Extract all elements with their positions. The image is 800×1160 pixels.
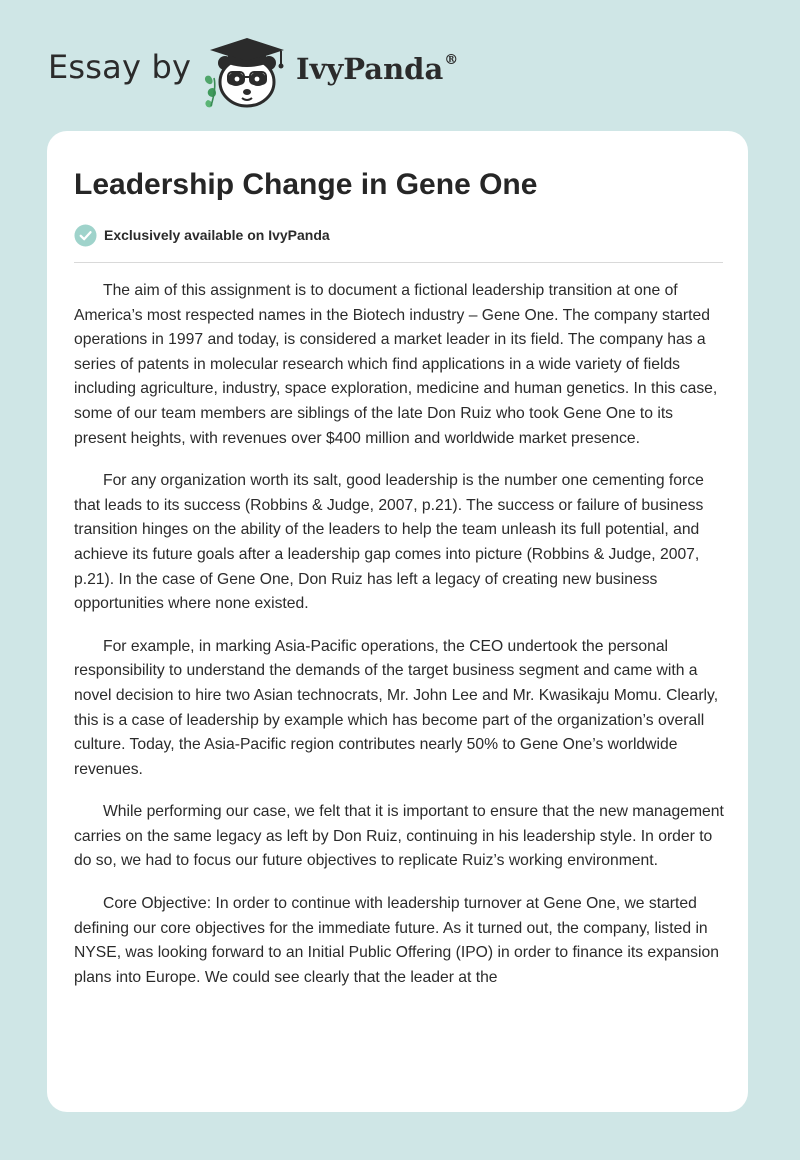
brand-name (296, 52, 459, 86)
paragraph: The aim of this assignment is to document a fictional leadership transition at one of America’s most respected names in the Biotech industry – Gene One. The company started operations in 1997 and today, is considered a market leader in its field. The company has a series of patents in molecular research which find applications in a wide variety of fields including agriculture, industry, space exploration, medicine and human genetics. In this case, some of our team members are siblings of the late Don Ruiz who took Gene One to its present heights, with revenues over $400 million and worldwide market presence. (74, 282, 718, 447)
registered-mark: ® (444, 52, 459, 68)
essay-card (47, 131, 748, 1112)
paragraph: For any organization worth its salt, good leadership is the number one cementing force that leads to its success (Robbins & Judge, 2007, p.21). The success or failure of business transition hinges on the ability of the leaders to help the team unleash its full potential, and achieve its future goals after a leadership gap comes into picture (Robbins & Judge, 2007, p.21). In the case of Gene One, Don Ruiz has left a legacy of creating new business opportunities where none existed. (74, 472, 704, 613)
ivy-leaf-icon (205, 76, 216, 108)
paragraph: Core Objective: In order to continue with leadership turnover at Gene One, we started defining our core objectives for the immediate future. As it turned out, the company, listed in NYSE, was looking forward to an Initial Public Offering (IPO) in order to finance its expansion plans into Europe. We could see clearly that the leader at the (74, 895, 719, 986)
divider (74, 262, 723, 263)
paragraph: While performing our case, we felt that it is important to ensure that the new management carries on the same legacy as left by Don Ruiz, continuing in his leadership style. In order to do so, we had to focus our future objectives to replicate Ruiz’s working environment. (74, 803, 724, 870)
exclusive-badge-label: Exclusively available on IvyPanda (104, 227, 330, 243)
brand-name-text: IvyPanda (296, 52, 444, 86)
panda-graduation-cap-logo[interactable] (200, 30, 295, 110)
paragraph: For example, in marking Asia-Pacific operations, the CEO undertook the personal responsibility to understand the demands of the target business segment and came with a novel decision to hire two Asian technocrats, Mr. John Lee and Mr. Kwasikaju Momu. Clearly, this is a case of leadership by example which has become part of the organization’s overall culture. Today, the Asia-Pacific region contributes nearly 50% to Gene One’s worldwide revenues. (74, 637, 719, 778)
check-circle-icon (74, 224, 97, 247)
site-header (0, 0, 800, 130)
brand-prefix: Essay by (48, 48, 192, 86)
essay-body (74, 279, 725, 1008)
exclusive-badge (74, 223, 330, 247)
page-title: Leadership Change in Gene One (74, 168, 538, 201)
